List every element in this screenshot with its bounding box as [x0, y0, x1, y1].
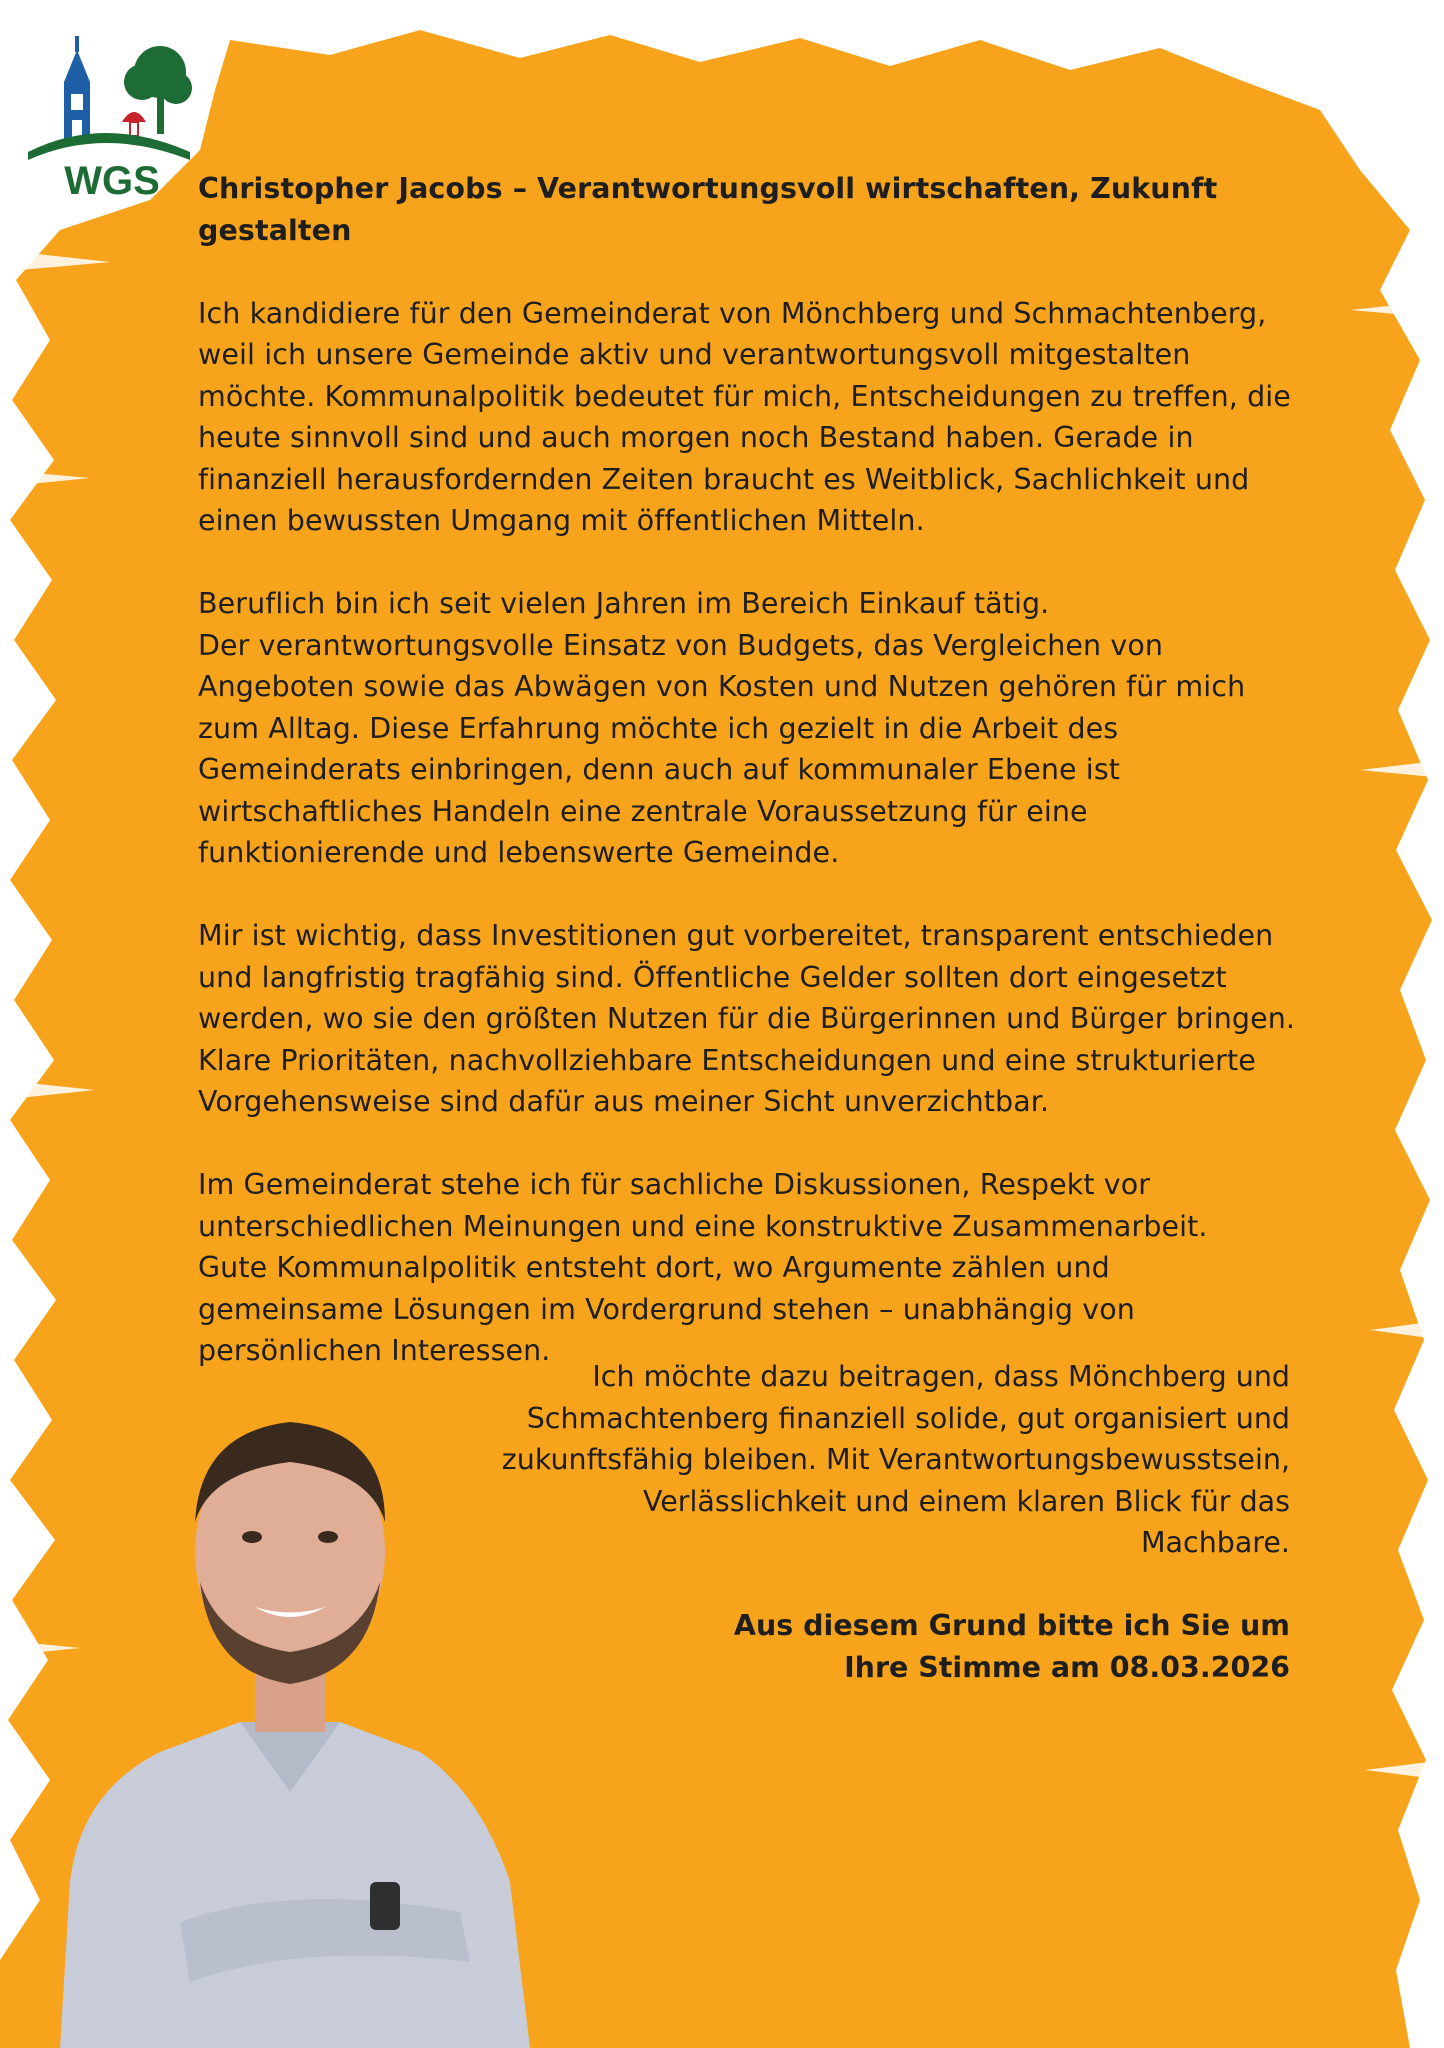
candidate-portrait — [40, 1322, 540, 2048]
closing-text: Ich möchte dazu beitragen, dass Mönchberg und Schmachtenberg finanziell solide, gut organisiert und zukunftsfähig bleiben. Mit Verantwortungsbewusstsein, Verlässlichkeit und einem klaren Blick für das Machbare. — [501, 1360, 1290, 1559]
page-title: Christopher Jacobs – Verantwortungsvoll wirtschaften, Zukunft gestalten — [198, 172, 1218, 247]
paragraph-1: Ich kandidiere für den Gemeinderat von Mönchberg und Schmachtenberg, weil ich unsere Gemeinde aktiv und verantwortungsvoll mitgestalten möchte. Kommunalpolitik bedeutet für mich, Entscheidungen zu treffen, die heute sinnvoll sind und auch morgen noch Bestand haben. Gerade in finanziell herausfordernden Zeiten braucht es Weitblick, Sachlichkeit und einen bewussten Umgang mit öffentlichen Mitteln. — [198, 296, 1291, 537]
paragraph-4: Im Gemeinderat stehe ich für sachliche Diskussionen, Respekt vor unterschiedlichen Meinungen und eine konstruktive Zusammenarbeit. Gute Kommunalpolitik entsteht dort, wo Argumente zählen und gemeinsame Lösungen im Vordergrund stehen – unabhängig von persönlichen Interessen. — [198, 1168, 1208, 1367]
closing-block — [430, 1356, 1290, 1688]
vote-appeal: Aus diesem Grund bitte ich Sie um Ihre Stimme am 08.03.2026 — [733, 1609, 1290, 1684]
logo-text: WGS — [64, 159, 160, 202]
wgs-logo — [14, 22, 194, 202]
main-text — [198, 168, 1348, 1413]
paragraph-2: Beruflich bin ich seit vielen Jahren im Bereich Einkauf tätig. Der verantwortungsvolle Einsatz von Budgets, das Vergleichen von Angeboten sowie das Abwägen von Kosten und Nutzen gehören für mich zum Alltag. Diese Erfahrung möchte ich gezielt in die Arbeit des Gemeinderats einbringen, denn auch auf kommunaler Ebene ist wirtschaftliches Handeln eine zentrale Voraussetzung für eine funktionierende und lebenswerte Gemeinde. — [198, 587, 1246, 869]
paragraph-3: Mir ist wichtig, dass Investitionen gut vorbereitet, transparent entschieden und langfristig tragfähig sind. Öffentliche Gelder sollten dort eingesetzt werden, wo sie den größten Nutzen für die Bürgerinnen und Bürger bringen. Klare Prioritäten, nachvollziehbare Entscheidungen und eine strukturierte Vorgehensweise sind dafür aus meiner Sicht unverzichtbar. — [198, 919, 1296, 1118]
